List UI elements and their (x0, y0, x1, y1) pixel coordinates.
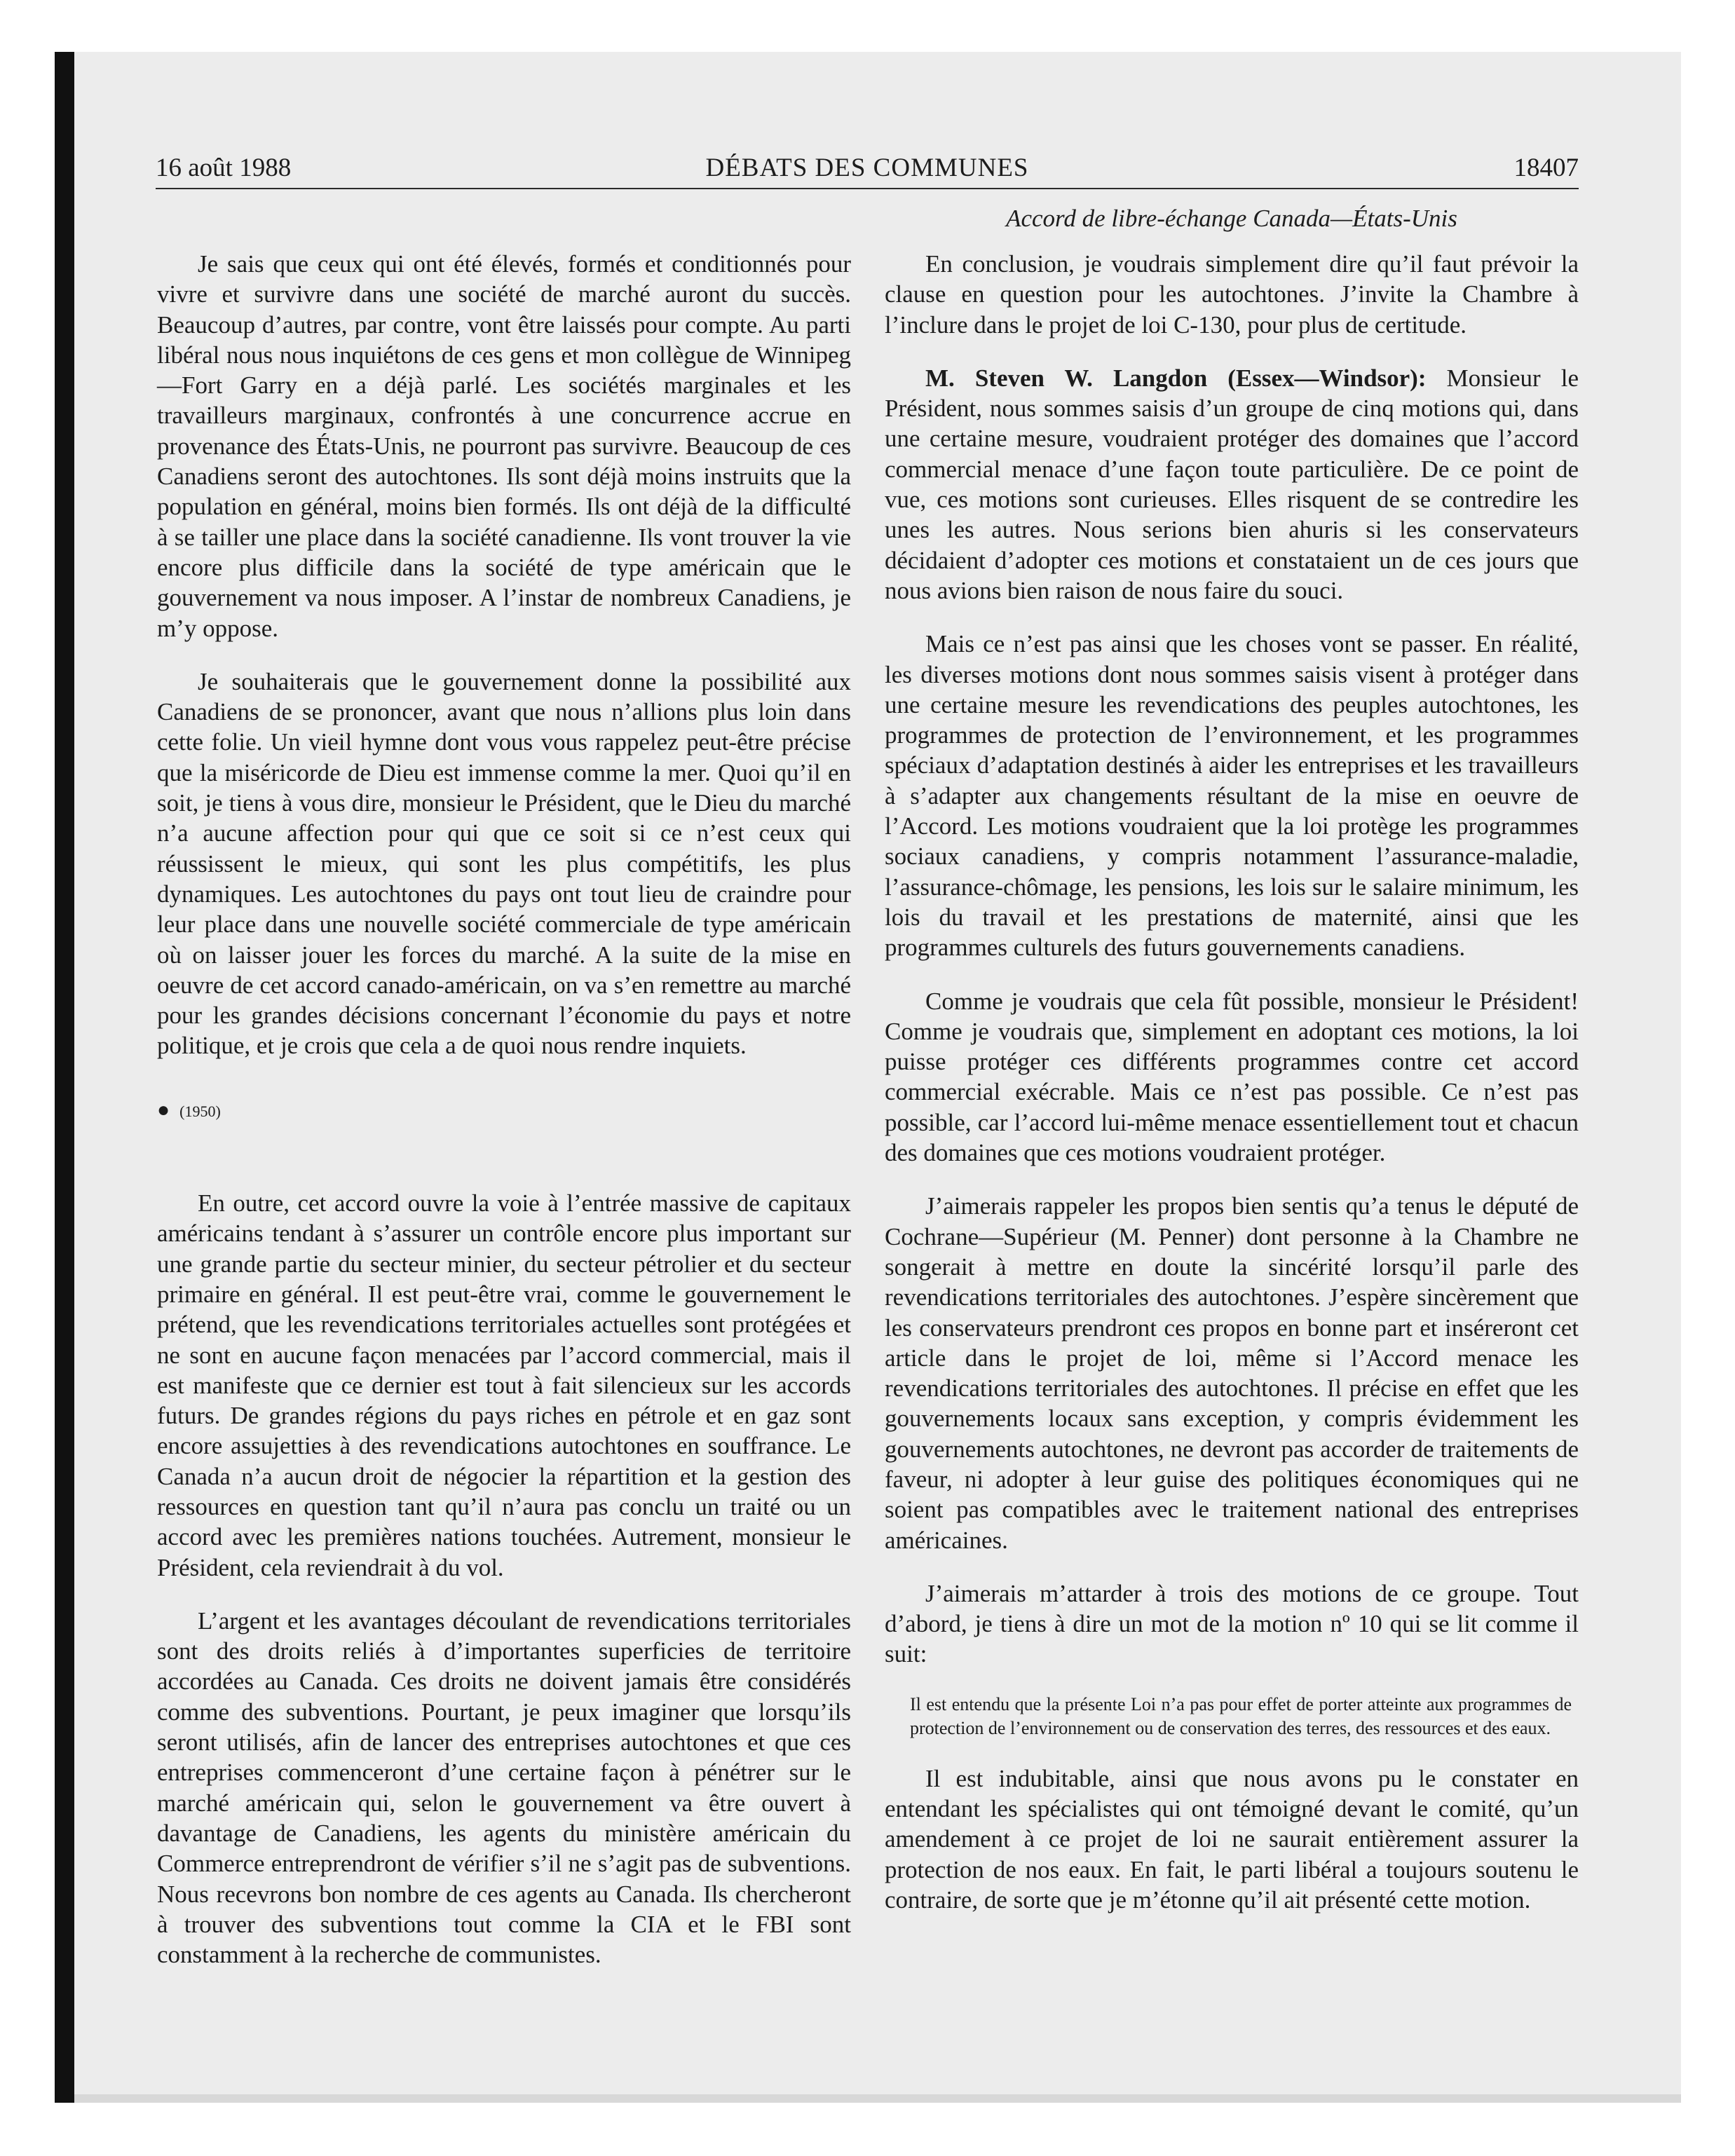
paragraph: Comme je voudrais que cela fût possible, monsieur le Président! Comme je voudrais que, simplement en adoptant ces motions, la loi puisse protéger ces différents programmes contre cet accord commercial exécrable. Mais ce n’est pas possible. Ce n’est pas possible, car l’accord lui-même menace essentiellement tout et chacun des domaines que ces motions voudraient protéger. (885, 987, 1579, 1167)
paragraph: En outre, cet accord ouvre la voie à l’entrée massive de capitaux américains tendant à s’assurer un contrôle encore plus important sur une grande partie du secteur minier, du secteur pétrolier et du secteur primaire en général. Il est peut-être vrai, comme le gouvernement le prétend, que les revendications territoriales actuelles sont protégées et ne sont en aucune façon menacées par l’accord commercial, mais il est manifeste que ce dernier est tout à fait silencieux sur les accords futurs. De grandes régions du pays riches en pétrole et en gaz sont encore assujetties à des revendications autochtones en souffrance. Le Canada n’a aucun droit de négocier la répartition et la gestion des ressources en question tant qu’il n’aura pas conclu un traité ou un accord avec les premières nations touchées. Autrement, monsieur le Président, cela reviendrait à du vol. (157, 1189, 851, 1581)
header-page-number: 18407 (1513, 153, 1579, 182)
paragraph: Mais ce n’est pas ainsi que les choses vont se passer. En réalité, les diverses motions dont nous sommes saisis visent à protéger dans une certaine mesure les revendications des peuples autochtones, les programmes de protection de l’environnement, et les programmes spéciaux d’adaptation destinés à aider les entreprises et les travailleurs à s’adapter aux changements résultant de la mise en oeuvre de l’Accord. Les motions voudraient que la loi protège les programmes sociaux canadiens, y compris notamment l’assurance-maladie, l’assurance-chômage, les pensions, les lois sur le salaire minimum, les lois du travail et les prestations de maternité, ainsi que les programmes culturels des futurs gouvernements canadiens. (885, 630, 1579, 962)
left-column (157, 249, 851, 1993)
page-header (156, 149, 1579, 188)
time-marker-text: (1950) (179, 1102, 221, 1120)
binding-edge (55, 52, 74, 2103)
paragraph: En conclusion, je voudrais simplement dire qu’il faut prévoir la clause en question pour les autochtones. J’invite la Chambre à l’inclure dans le projet de loi C-130, pour plus de certitude. (885, 250, 1579, 339)
header-journal-title: DÉBATS DES COMMUNES (705, 153, 1029, 182)
right-column (885, 249, 1579, 1938)
paragraph: J’aimerais rappeler les propos bien sentis qu’a tenus le député de Cochrane—Supérieur (M. Penner) dont personne à la Chambre ne songerait à mettre en doute la sincérité lorsqu’il parle des revendications territoriales des autochtones. J’espère sincèrement que les conservateurs prendront ces propos en bonne part et inséreront cet article dans le projet de loi, même si l’Accord menace les revendications territoriales des autochtones. Il précise en effet que les gouvernements locaux sans exception, y compris évidemment les gouvernements autochtones, ne devront pas accorder de traitements de faveur, ni adopter à leur guise des politiques économiques qui ne soient pas compatibles avec le traitement national des entreprises américaines. (885, 1192, 1579, 1554)
speaker-paragraph (885, 363, 1579, 606)
paragraph: L’argent et les avantages découlant de revendications territoriales sont des droits reliés à d’importantes superficies de territoire accordées au Canada. Ces droits ne doivent jamais être considérés comme des subventions. Pourtant, je peux imaginer que lorsqu’ils seront utilisés, afin de lancer des entreprises autochtones et que ces entreprises commenceront d’une certaine façon à pénétrer sur le marché américain qui, selon le gouvernement va être ouvert à davantage de Canadiens, les agents du ministère américain du Commerce entreprendront de vérifier s’il ne s’agit pas de subventions. Nous recevrons bon nombre de ces agents au Canada. Ils chercheront à trouver des subventions tout comme la CIA et le FBI sont constamment à la recherche de communistes. (157, 1606, 851, 1969)
paragraph: Je souhaiterais que le gouvernement donne la possibilité aux Canadiens de se prononcer, avant que nous n’allions plus loin dans cette folie. Un vieil hymne dont vous vous rappelez peut-être précise que la miséricorde de Dieu est immense comme la mer. Quoi qu’il en soit, je tiens à vous dire, monsieur le Président, que le Dieu du marché n’a aucune affection pour qui que ce soit si ce n’est ceux qui réussissent le mieux, qui sont les plus compétitifs, les plus dynamiques. Les autochtones du pays ont tout lieu de craindre pour leur place dans une nouvelle société commerciale de type américain où on laisser jouer les forces du marché. A la suite de la mise en oeuvre de cet accord canado-américain, on va s’en remettre au marché pour les grandes décisions concernant l’économie du pays et notre politique, et je crois que cela a de quoi nous rendre inquiets. (157, 667, 851, 1060)
quoted-motion: Il est entendu que la présente Loi n’a pas pour effet de porter atteinte aux programmes de protection de l’environnement ou de conservation des terres, des ressources et des eaux. (910, 1693, 1572, 1738)
paragraph: J’aimerais m’attarder à trois des motions de ce groupe. Tout d’abord, je tiens à dire un mot de la motion nº 10 qui se lit comme il suit: (885, 1579, 1579, 1668)
bullet-icon: ● (157, 1098, 170, 1121)
header-rule (156, 188, 1579, 189)
paragraph: Je sais que ceux qui ont été élevés, formés et conditionnés pour vivre et survivre dans une société de marché auront du succès. Beaucoup d’autres, par contre, vont être laissés pour compte. Au parti libéral nous nous inquiétons de ces gens et mon collègue de Winnipeg—Fort Garry en a déjà parlé. Les sociétés marginales et les travailleurs marginaux, confrontés à une concurrence accrue en provenance des États-Unis, ne pourront pas survivre. Beaucoup de ces Canadiens seront des autochtones. Ils sont déjà moins instruits que la population en général, moins bien formés. Ils ont déjà de la difficulté à se tailler une place dans la société canadienne. Ils vont trouver la vie encore plus difficile dans la société de type américain que le gouvernement va nous imposer. A l’instar de nombreux Canadiens, je m’y oppose. (157, 250, 851, 642)
speaker-text: Monsieur le Président, nous sommes saisis d’un groupe de cinq motions qui, dans une certaine mesure, voudraient protéger des domaines que l’accord commercial menace d’une façon toute particulière. De ce point de vue, ces motions sont curieuses. Elles risquent de se contredire les unes les autres. Nous serions bien ahuris si les conservateurs décidaient d’adopter ces motions et constataient un de ces jours que nous avions bien raison de nous faire du souci. (885, 364, 1579, 604)
time-marker (157, 1095, 851, 1126)
running-title: Accord de libre-échange Canada—États-Unis (1006, 205, 1457, 232)
header-date: 16 août 1988 (156, 153, 292, 182)
speaker-name: M. Steven W. Langdon (Essex—Windsor): (925, 364, 1427, 392)
scan-bottom-edge (74, 2094, 1681, 2103)
paragraph: Il est indubitable, ainsi que nous avons pu le constater en entendant les spécialistes qui ont témoigné devant le comité, qu’un amendement à ce projet de loi ne saurait entièrement assurer la protection de nos eaux. En fait, le parti libéral a toujours soutenu le contraire, de sorte que je m’étonne qu’il ait présenté cette motion. (885, 1764, 1579, 1913)
